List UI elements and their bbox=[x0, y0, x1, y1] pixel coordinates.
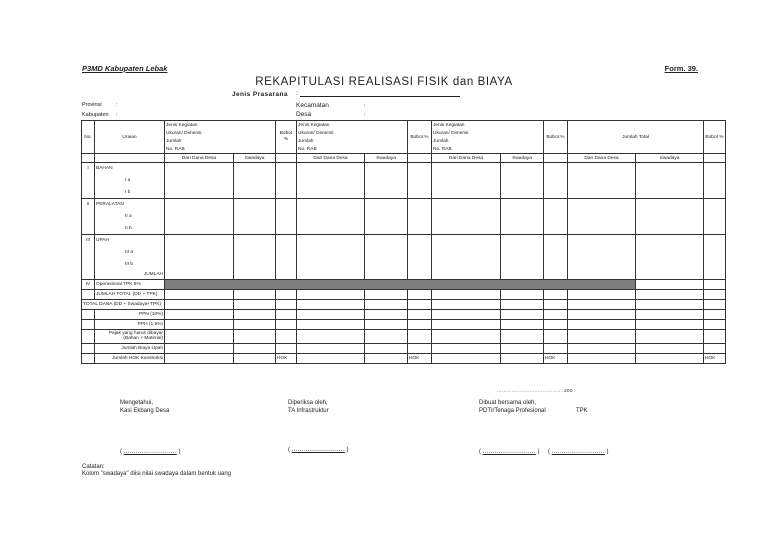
table-row bbox=[82, 223, 726, 235]
row-no: I bbox=[82, 163, 95, 175]
signature-tpk[interactable] bbox=[548, 449, 608, 455]
row-sub: I b bbox=[95, 187, 165, 199]
document-title: REKAPITULASI REALISASI FISIK dan BIAYA bbox=[255, 76, 513, 88]
kabupaten-label: Kabupaten bbox=[82, 112, 109, 118]
sig-line: ........................... bbox=[291, 447, 345, 453]
dibuat-label: Dibuat bersama oleh, bbox=[479, 400, 537, 406]
kegiatan-line: Ukuran/ Dimensi bbox=[432, 129, 544, 137]
row-label: PPN (10%) bbox=[95, 309, 165, 319]
col-no: No. bbox=[82, 121, 95, 154]
desa-label: Desa bbox=[296, 111, 312, 118]
desa-colon: : bbox=[364, 112, 366, 118]
provinsi-label: Provinsi bbox=[82, 102, 102, 108]
table-row bbox=[82, 259, 726, 271]
table-row bbox=[82, 187, 726, 199]
jenis-prasarana-field[interactable] bbox=[296, 90, 460, 97]
dari-dana-desa: Dari Dana Desa bbox=[297, 154, 365, 163]
dari-dana-desa: Dari Dana Desa bbox=[568, 154, 636, 163]
row-no: III bbox=[82, 235, 95, 247]
paren: ) bbox=[606, 449, 609, 455]
col-bobot-4: Bobot % bbox=[704, 121, 726, 154]
table-row bbox=[82, 319, 726, 329]
table-row bbox=[82, 353, 726, 363]
subheader-row bbox=[82, 154, 726, 163]
row-sub: III b bbox=[95, 259, 165, 271]
kegiatan-line: Jenis Kegiatan bbox=[432, 121, 544, 130]
table-row bbox=[82, 235, 726, 247]
tpk-label: TPK bbox=[576, 408, 588, 414]
paren: ( bbox=[548, 449, 550, 455]
paren: ) bbox=[537, 449, 540, 455]
signature-pdti[interactable] bbox=[479, 449, 539, 455]
sig-line: ........................... bbox=[123, 449, 177, 455]
row-label: Jumlah HOK Konstruksi bbox=[95, 353, 165, 363]
row-no: II bbox=[82, 199, 95, 211]
catatan-label: Catatan: bbox=[82, 464, 105, 470]
jenis-prasarana-line bbox=[300, 90, 460, 97]
swadaya: Swadaya bbox=[234, 154, 276, 163]
ta-label: TA Infrastruktur bbox=[288, 408, 329, 414]
sig-line: ........................... bbox=[551, 449, 605, 455]
hok-cell: HOK bbox=[408, 353, 432, 363]
col-bobot-3: Bobot % bbox=[544, 121, 568, 154]
paren: ( bbox=[120, 449, 122, 455]
row-label: BAHAN bbox=[95, 163, 165, 175]
row-label: UPAH bbox=[95, 235, 165, 247]
table-row bbox=[82, 271, 726, 280]
row-no: IV bbox=[82, 279, 95, 289]
sig-line: ........................... bbox=[482, 449, 536, 455]
row-sub: III a bbox=[95, 247, 165, 259]
pajak-label bbox=[95, 329, 165, 343]
table-row bbox=[82, 289, 726, 299]
kegiatan-line: Jenis Kegiatan bbox=[165, 121, 276, 130]
org-name: P3MD Kabupaten Lebak bbox=[82, 64, 168, 73]
kegiatan-line: Ukuran/ Dimensi bbox=[165, 129, 276, 137]
colon: : bbox=[296, 90, 298, 97]
col-bobot-1 bbox=[276, 121, 297, 154]
row-sub: I a bbox=[95, 175, 165, 187]
form-number: Form. 39. bbox=[664, 64, 698, 73]
mengetahui-label: Mengetahui, bbox=[120, 400, 154, 406]
row-sub: II a bbox=[95, 211, 165, 223]
jumlah-label: JUMLAH bbox=[95, 271, 165, 280]
signature-kasi[interactable] bbox=[120, 449, 180, 455]
pdti-label: PDTI/Tenaga Profesional bbox=[479, 408, 546, 414]
row-label: PERALATAN bbox=[95, 199, 165, 211]
bobot-percent: % bbox=[283, 137, 289, 142]
kegiatan-line: No. RAB bbox=[432, 145, 544, 154]
swadaya: Swadaya bbox=[501, 154, 544, 163]
dari-dana-desa: Dari Dana Desa bbox=[165, 154, 234, 163]
hok-cell: HOK bbox=[544, 353, 568, 363]
pajak-line-1: Pajak yang harus dibayar bbox=[108, 331, 163, 336]
shaded-area bbox=[165, 279, 636, 289]
kegiatan-line: No. RAB bbox=[297, 145, 408, 154]
table-row bbox=[82, 299, 726, 309]
bobot-word: Bobot bbox=[279, 131, 293, 136]
kabupaten-colon: : bbox=[116, 112, 118, 118]
table-row bbox=[82, 163, 726, 175]
kecamatan-colon: : bbox=[364, 103, 366, 109]
table-row bbox=[82, 211, 726, 223]
kecamatan-label: Kecamatan bbox=[296, 102, 329, 109]
hok-cell: HOK bbox=[704, 353, 726, 363]
table-row bbox=[82, 309, 726, 319]
row-label: TOTAL DANA (DD + Swadaya+TPK) bbox=[82, 299, 165, 309]
paren: ( bbox=[288, 447, 290, 453]
table-row bbox=[82, 199, 726, 211]
table-row bbox=[82, 343, 726, 353]
col-jumlah-total: Jumlah Total bbox=[568, 121, 704, 154]
kegiatan-line: Jumlah bbox=[432, 137, 544, 145]
diperiksa-label: Diperiksa oleh, bbox=[288, 400, 328, 406]
row-label: PPH (1,5%) bbox=[95, 319, 165, 329]
signature-ta[interactable] bbox=[288, 447, 348, 453]
table-row bbox=[82, 329, 726, 343]
kegiatan-line: No. RAB bbox=[165, 145, 276, 154]
provinsi-colon: : bbox=[116, 102, 118, 108]
table-row bbox=[82, 175, 726, 187]
col-bobot-2: Bobot % bbox=[408, 121, 432, 154]
catatan-text: Kolom "swadaya" diisi nilai swadaya dalam bentuk uang bbox=[82, 471, 232, 477]
jenis-prasarana-label: Jenis Prasarana bbox=[232, 91, 288, 98]
row-label: Jumlah Biaya Upah bbox=[95, 343, 165, 353]
kegiatan-line: Jumlah bbox=[297, 137, 408, 145]
row-label: JUMLAH TOTAL (DD + TPK) bbox=[95, 289, 165, 299]
header-row bbox=[82, 121, 726, 130]
rekap-table bbox=[81, 120, 726, 364]
table-row bbox=[82, 247, 726, 259]
hok-cell: HOK bbox=[276, 353, 297, 363]
kegiatan-line: Jumlah bbox=[165, 137, 276, 145]
table-row bbox=[82, 279, 726, 289]
swadaya: Swadaya bbox=[636, 154, 704, 163]
paren: ) bbox=[346, 447, 349, 453]
swadaya: Swadaya bbox=[365, 154, 408, 163]
kasi-label: Kasi Ekbang Desa bbox=[120, 408, 170, 414]
dari-dana-desa: Dari Dana Desa bbox=[432, 154, 501, 163]
pajak-line-2: (Bahan + Material) bbox=[123, 336, 163, 341]
kegiatan-line: Jenis Kegiatan bbox=[297, 121, 408, 130]
row-label: Operasional TPK 5% bbox=[95, 279, 165, 289]
row-sub: II b bbox=[95, 223, 165, 235]
paren: ) bbox=[178, 449, 181, 455]
date-line: ........................................ 200 bbox=[497, 389, 573, 394]
kegiatan-line: Ukuran/ Dimensi bbox=[297, 129, 408, 137]
col-uraian: Uraian bbox=[95, 121, 165, 154]
paren: ( bbox=[479, 449, 481, 455]
